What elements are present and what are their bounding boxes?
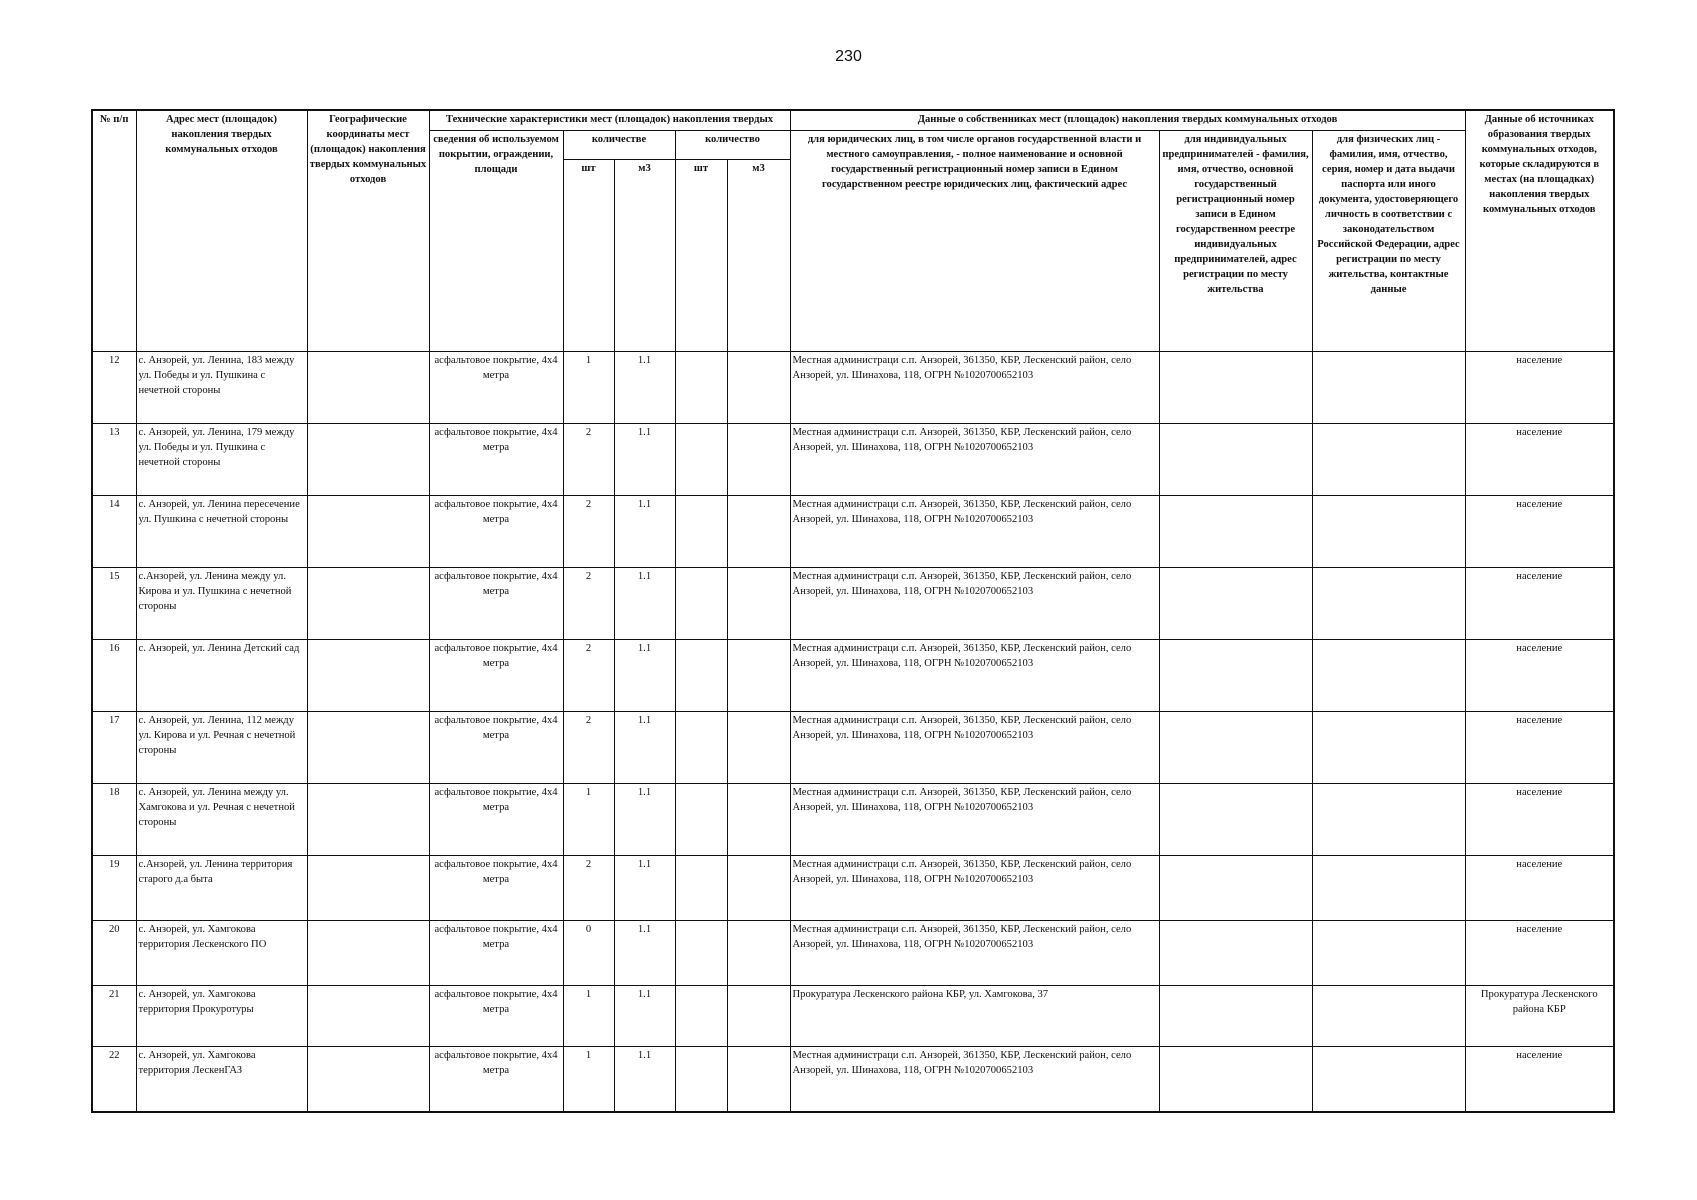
cell-geo [307, 424, 429, 496]
cell-num: 13 [92, 424, 136, 496]
cell-count-sht: 1 [563, 986, 614, 1047]
cell-volume-m3: 1.1 [614, 784, 675, 856]
cell-ip-owner [1159, 1047, 1312, 1113]
cell-planned-sht [675, 921, 727, 986]
cell-ip-owner [1159, 568, 1312, 640]
cell-address: с. Анзорей, ул. Ленина, 179 между ул. Победы и ул. Пушкина с нечетной стороны [136, 424, 307, 496]
header-tech-text: Технические характеристики мест (площадок) накопления твердых [445, 114, 774, 125]
waste-sites-table [91, 109, 1615, 1113]
cell-legal-owner: Местная администраци с.п. Анзорей, 361350, КБР, Лескенский район, село Анзорей, ул. Шинахова, 118, ОГРН №1020700652103 [790, 921, 1159, 986]
cell-ip-owner [1159, 784, 1312, 856]
table-row [92, 496, 1614, 568]
cell-legal-owner: Местная администраци с.п. Анзорей, 361350, КБР, Лескенский район, село Анзорей, ул. Шинахова, 118, ОГРН №1020700652103 [790, 784, 1159, 856]
cell-planned-m3 [727, 424, 790, 496]
cell-num: 21 [92, 986, 136, 1047]
cell-geo [307, 856, 429, 921]
cell-address: с. Анзорей, ул. Хамгокова территория ЛескенГАЗ [136, 1047, 307, 1113]
header-tech [429, 110, 790, 131]
cell-count-sht: 1 [563, 352, 614, 424]
cell-ip-owner [1159, 352, 1312, 424]
cell-planned-m3 [727, 921, 790, 986]
cell-planned-m3 [727, 986, 790, 1047]
header-unit-sht: шт [563, 160, 614, 352]
cell-count-sht: 2 [563, 856, 614, 921]
cell-legal-owner: Местная администраци с.п. Анзорей, 361350, КБР, Лескенский район, село Анзорей, ул. Шинахова, 118, ОГРН №1020700652103 [790, 496, 1159, 568]
cell-num: 20 [92, 921, 136, 986]
cell-geo [307, 640, 429, 712]
cell-source: население [1465, 921, 1614, 986]
cell-coverage: асфальтовое покрытие, 4x4 метра [429, 568, 563, 640]
table-row [92, 640, 1614, 712]
cell-count-sht: 1 [563, 784, 614, 856]
cell-num: 14 [92, 496, 136, 568]
cell-phys-owner [1312, 352, 1465, 424]
cell-volume-m3: 1.1 [614, 568, 675, 640]
cell-geo [307, 712, 429, 784]
cell-ip-owner [1159, 921, 1312, 986]
cell-planned-sht [675, 712, 727, 784]
cell-coverage: асфальтовое покрытие, 4x4 метра [429, 784, 563, 856]
cell-phys-owner [1312, 1047, 1465, 1113]
cell-geo [307, 921, 429, 986]
cell-planned-sht [675, 424, 727, 496]
cell-source: население [1465, 640, 1614, 712]
header-count-planned [675, 131, 790, 160]
cell-num: 17 [92, 712, 136, 784]
header-geo: Географические координаты мест (площадок) накопления твердых коммунальных отходов [307, 110, 429, 352]
cell-source: население [1465, 784, 1614, 856]
cell-legal-owner: Местная администраци с.п. Анзорей, 361350, КБР, Лескенский район, село Анзорей, ул. Шинахова, 118, ОГРН №1020700652103 [790, 712, 1159, 784]
cell-num: 18 [92, 784, 136, 856]
table-body [92, 352, 1614, 1113]
header-unit-sht-planned: шт [675, 160, 727, 352]
header-phys: для физических лиц - фамилия, имя, отчество, серия, номер и дата выдачи паспорта или иного документа, удостоверяющего личность в соответствии с законодательством Российской Федерации, адрес регистрации по месту жительства, контактные данные [1312, 131, 1465, 352]
cell-source: население [1465, 352, 1614, 424]
page-number: 230 [835, 48, 862, 65]
cell-legal-owner: Прокуратура Лескенского района КБР, ул. Хамгокова, 37 [790, 986, 1159, 1047]
cell-coverage: асфальтовое покрытие, 4x4 метра [429, 640, 563, 712]
header-num: № п/п [92, 110, 136, 352]
cell-legal-owner: Местная администраци с.п. Анзорей, 361350, КБР, Лескенский район, село Анзорей, ул. Шинахова, 118, ОГРН №1020700652103 [790, 424, 1159, 496]
cell-coverage: асфальтовое покрытие, 4x4 метра [429, 424, 563, 496]
cell-num: 19 [92, 856, 136, 921]
cell-volume-m3: 1.1 [614, 640, 675, 712]
cell-volume-m3: 1.1 [614, 712, 675, 784]
cell-volume-m3: 1.1 [614, 424, 675, 496]
cell-count-sht: 2 [563, 640, 614, 712]
cell-phys-owner [1312, 784, 1465, 856]
cell-source: население [1465, 712, 1614, 784]
cell-coverage: асфальтовое покрытие, 4x4 метра [429, 1047, 563, 1113]
cell-ip-owner [1159, 856, 1312, 921]
cell-ip-owner [1159, 496, 1312, 568]
cell-address: с. Анзорей, ул. Ленина между ул. Хамгокова и ул. Речная с нечетной стороны [136, 784, 307, 856]
cell-volume-m3: 1.1 [614, 921, 675, 986]
table-row [92, 856, 1614, 921]
cell-address: с.Анзорей, ул. Ленина между ул. Кирова и ул. Пушкина с нечетной стороны [136, 568, 307, 640]
table-row [92, 986, 1614, 1047]
cell-geo [307, 568, 429, 640]
header-count-planned-text: количество [705, 134, 760, 145]
table-header [92, 110, 1614, 352]
cell-planned-sht [675, 1047, 727, 1113]
cell-coverage: асфальтовое покрытие, 4x4 метра [429, 712, 563, 784]
table-row [92, 921, 1614, 986]
cell-count-sht: 0 [563, 921, 614, 986]
cell-geo [307, 496, 429, 568]
cell-coverage: асфальтовое покрытие, 4x4 метра [429, 496, 563, 568]
cell-planned-m3 [727, 856, 790, 921]
cell-planned-m3 [727, 496, 790, 568]
cell-planned-m3 [727, 352, 790, 424]
cell-geo [307, 352, 429, 424]
cell-phys-owner [1312, 986, 1465, 1047]
cell-legal-owner: Местная администраци с.п. Анзорей, 361350, КБР, Лескенский район, село Анзорей, ул. Шинахова, 118, ОГРН №1020700652103 [790, 568, 1159, 640]
cell-legal-owner: Местная администраци с.п. Анзорей, 361350, КБР, Лескенский район, село Анзорей, ул. Шинахова, 118, ОГРН №1020700652103 [790, 352, 1159, 424]
table-row [92, 712, 1614, 784]
cell-planned-sht [675, 856, 727, 921]
cell-planned-sht [675, 568, 727, 640]
cell-address: с. Анзорей, ул. Ленина, 112 между ул. Кирова и ул. Речная с нечетной стороны [136, 712, 307, 784]
cell-source: население [1465, 568, 1614, 640]
cell-source: население [1465, 496, 1614, 568]
cell-coverage: асфальтовое покрытие, 4x4 метра [429, 856, 563, 921]
cell-phys-owner [1312, 712, 1465, 784]
cell-count-sht: 2 [563, 568, 614, 640]
cell-coverage: асфальтовое покрытие, 4x4 метра [429, 921, 563, 986]
cell-source: население [1465, 1047, 1614, 1113]
cell-address: с. Анзорей, ул. Хамгокова территория Лескенского ПО [136, 921, 307, 986]
cell-geo [307, 784, 429, 856]
cell-phys-owner [1312, 496, 1465, 568]
cell-count-sht: 2 [563, 496, 614, 568]
cell-count-sht: 2 [563, 424, 614, 496]
table-row [92, 424, 1614, 496]
header-coverage: сведения об используемом покрытии, ограждении, площади [429, 131, 563, 352]
cell-planned-sht [675, 986, 727, 1047]
cell-volume-m3: 1.1 [614, 856, 675, 921]
cell-source: население [1465, 424, 1614, 496]
cell-planned-m3 [727, 712, 790, 784]
cell-num: 12 [92, 352, 136, 424]
header-address: Адрес мест (площадок) накопления твердых коммунальных отходов [136, 110, 307, 352]
cell-count-sht: 2 [563, 712, 614, 784]
cell-legal-owner: Местная администраци с.п. Анзорей, 361350, КБР, Лескенский район, село Анзорей, ул. Шинахова, 118, ОГРН №1020700652103 [790, 856, 1159, 921]
cell-ip-owner [1159, 424, 1312, 496]
cell-volume-m3: 1.1 [614, 352, 675, 424]
cell-coverage: асфальтовое покрытие, 4x4 метра [429, 352, 563, 424]
cell-volume-m3: 1.1 [614, 986, 675, 1047]
cell-volume-m3: 1.1 [614, 496, 675, 568]
header-owners: Данные о собственниках мест (площадок) накопления твердых коммунальных отходов [790, 110, 1465, 131]
cell-planned-m3 [727, 568, 790, 640]
cell-num: 15 [92, 568, 136, 640]
cell-planned-m3 [727, 640, 790, 712]
header-unit-m3-planned: м3 [727, 160, 790, 352]
cell-planned-sht [675, 640, 727, 712]
cell-ip-owner [1159, 640, 1312, 712]
cell-phys-owner [1312, 640, 1465, 712]
cell-geo [307, 986, 429, 1047]
cell-phys-owner [1312, 856, 1465, 921]
cell-planned-m3 [727, 1047, 790, 1113]
cell-planned-sht [675, 496, 727, 568]
cell-planned-m3 [727, 784, 790, 856]
cell-phys-owner [1312, 424, 1465, 496]
cell-num: 22 [92, 1047, 136, 1113]
cell-volume-m3: 1.1 [614, 1047, 675, 1113]
cell-legal-owner: Местная администраци с.п. Анзорей, 361350, КБР, Лескенский район, село Анзорей, ул. Шинахова, 118, ОГРН №1020700652103 [790, 640, 1159, 712]
header-sources: Данные об источниках образования твердых коммунальных отходов, которые складируются в местах (на площадках) накопления твердых коммунальных отходов [1465, 110, 1614, 352]
header-ip: для индивидуальных предпринимателей - фамилия, имя, отчество, основной государственный регистрационный номер записи в Едином государственном реестре индивидуальных предпринимателей, адрес регистрации по месту жительства [1159, 131, 1312, 352]
cell-address: с. Анзорей, ул. Ленина пересечение ул. Пушкина с нечетной стороны [136, 496, 307, 568]
table-row [92, 352, 1614, 424]
cell-address: с. Анзорей, ул. Хамгокова территория Прокуротуры [136, 986, 307, 1047]
header-legal: для юридических лиц, в том числе органов государственной власти и местного самоуправления, - полное наименование и основной государственный регистрационный номер записи в Едином государственном реестре юридических лиц, фактический адрес [790, 131, 1159, 352]
cell-planned-sht [675, 784, 727, 856]
cell-legal-owner: Местная администраци с.п. Анзорей, 361350, КБР, Лескенский район, село Анзорей, ул. Шинахова, 118, ОГРН №1020700652103 [790, 1047, 1159, 1113]
cell-geo [307, 1047, 429, 1113]
table-row [92, 784, 1614, 856]
cell-coverage: асфальтовое покрытие, 4x4 метра [429, 986, 563, 1047]
cell-num: 16 [92, 640, 136, 712]
cell-address: с. Анзорей, ул. Ленина Детский сад [136, 640, 307, 712]
header-count-placed [563, 131, 675, 160]
cell-phys-owner [1312, 568, 1465, 640]
table-row [92, 568, 1614, 640]
cell-count-sht: 1 [563, 1047, 614, 1113]
cell-source: Прокуратура Лескенского района КБР [1465, 986, 1614, 1047]
cell-ip-owner [1159, 712, 1312, 784]
cell-planned-sht [675, 352, 727, 424]
cell-address: с. Анзорей, ул. Ленина, 183 между ул. Победы и ул. Пушкина с нечетной стороны [136, 352, 307, 424]
cell-ip-owner [1159, 986, 1312, 1047]
cell-address: с.Анзорей, ул. Ленина территория старого д.а быта [136, 856, 307, 921]
header-count-placed-text: количестве [591, 134, 647, 145]
header-unit-m3: м3 [614, 160, 675, 352]
cell-phys-owner [1312, 921, 1465, 986]
cell-source: население [1465, 856, 1614, 921]
table-row [92, 1047, 1614, 1113]
